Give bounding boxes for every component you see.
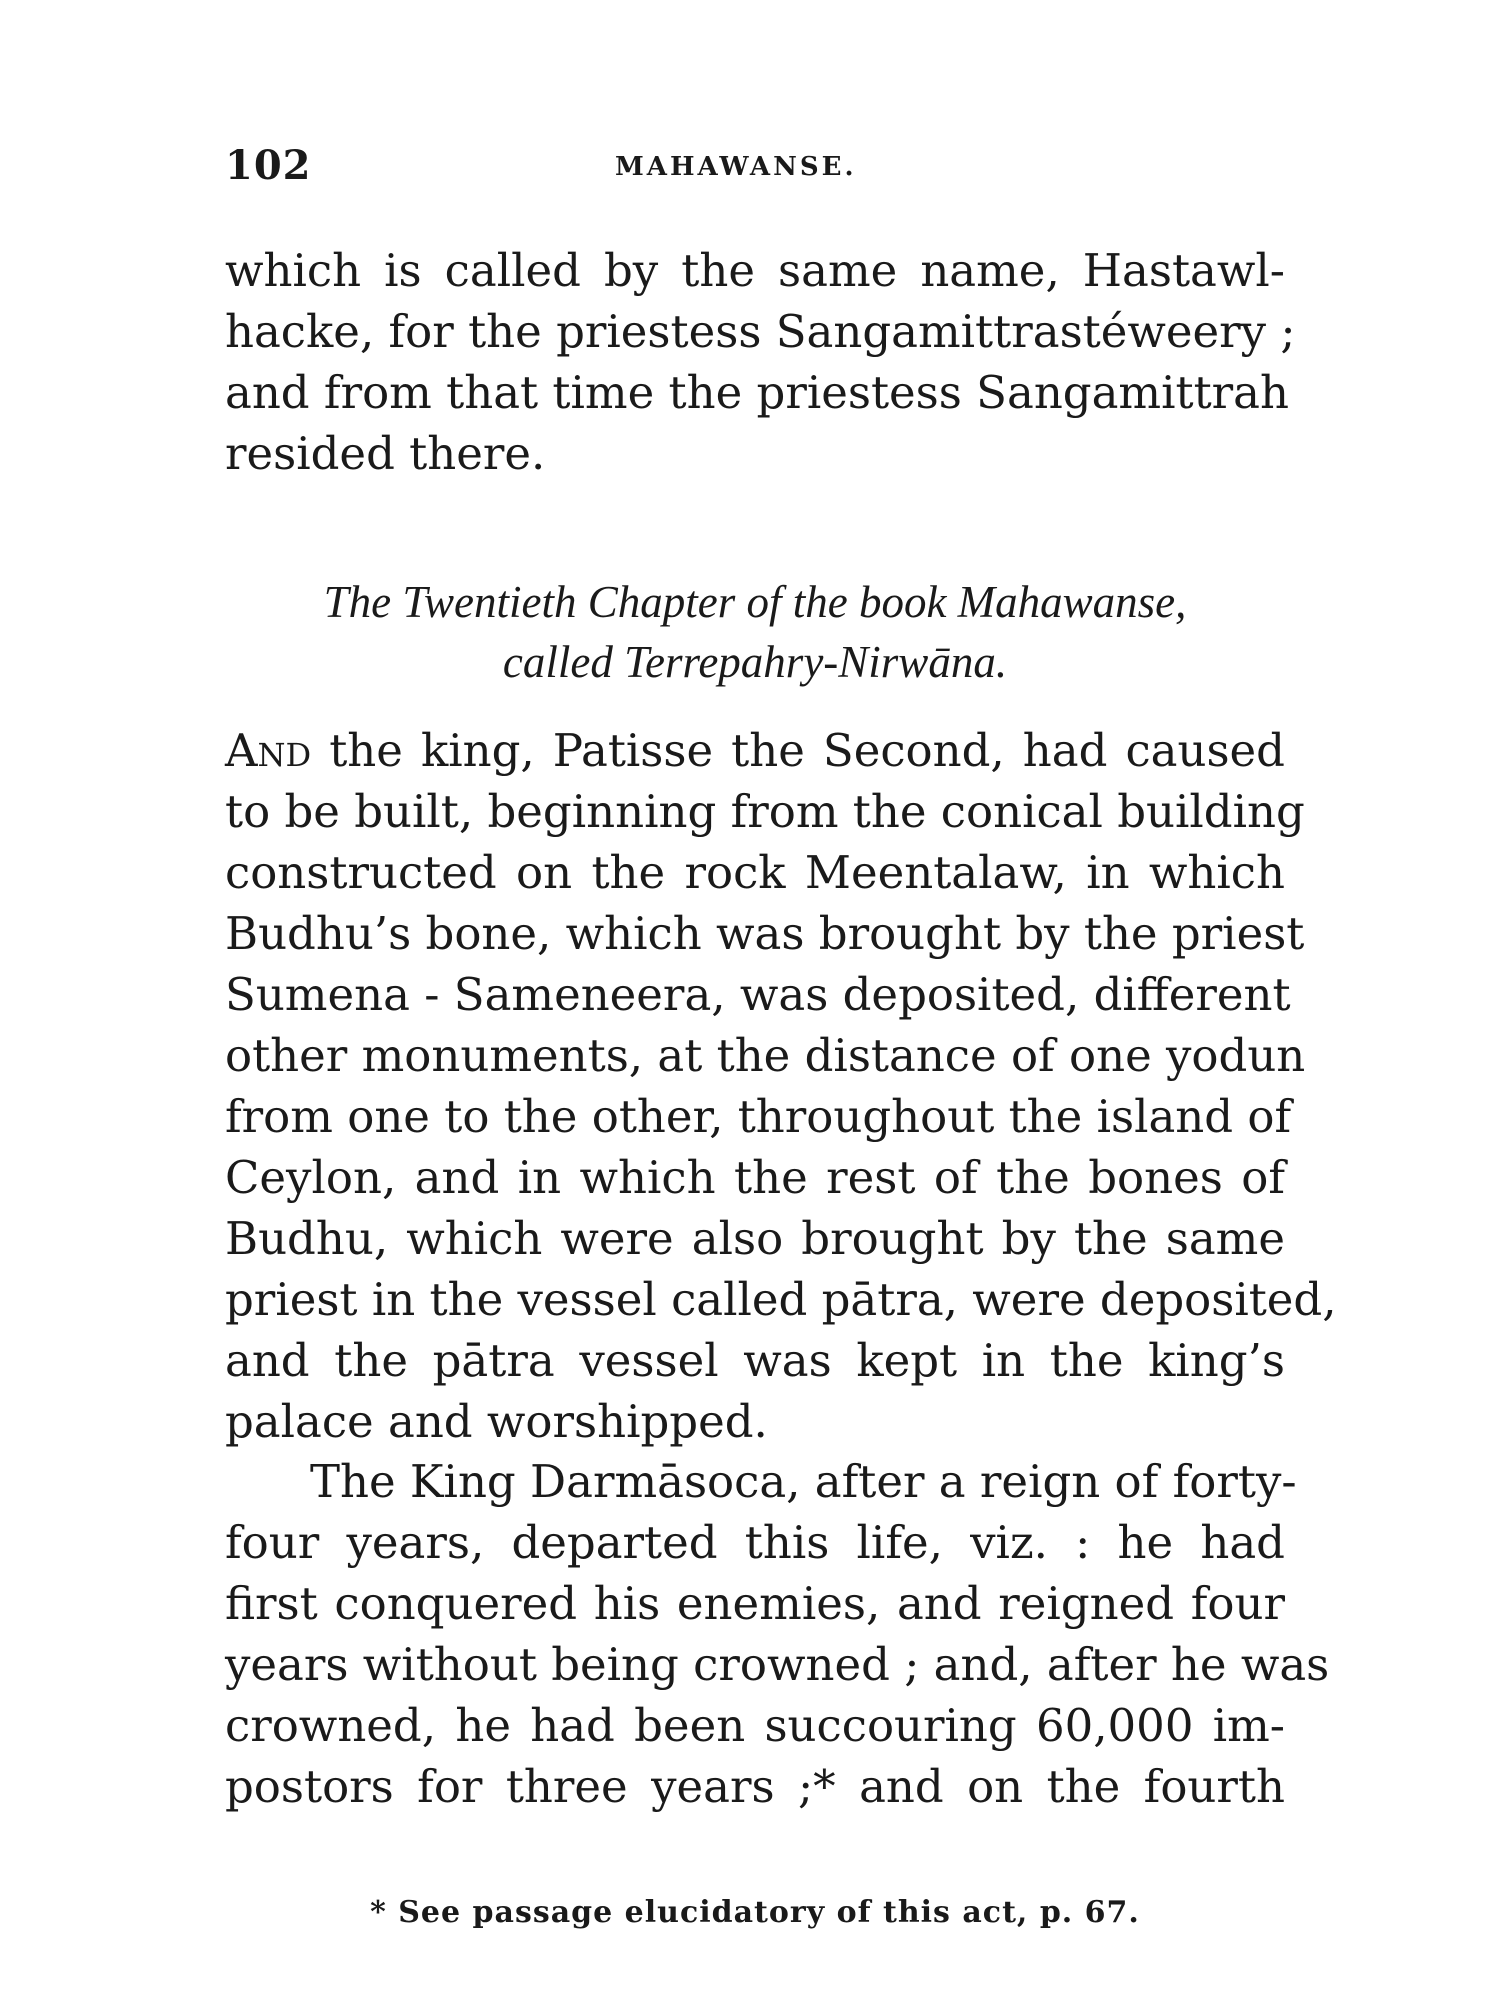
text-line: Sumena - Sameneera, was deposited, different <box>225 968 1291 1021</box>
text-line: crowned, he had been succouring 60,000 im- <box>225 1699 1285 1752</box>
chapter-heading <box>225 572 1285 692</box>
page-header <box>225 142 1285 202</box>
text-line: and the pātra vessel was kept in the king’s <box>225 1334 1285 1387</box>
paragraph-1 <box>225 240 1296 484</box>
text-line: years without being crowned ; and, after he was <box>225 1638 1330 1691</box>
text-line: and from that time the priestess Sangamittrah <box>225 366 1289 419</box>
paragraph-2 <box>225 720 1337 1452</box>
chapter-heading-line-1: The Twentieth Chapter of the book Mahawanse, <box>323 577 1187 627</box>
text-line: other monuments, at the distance of one yodun <box>225 1029 1306 1082</box>
text-line: first conquered his enemies, and reigned four <box>225 1577 1285 1630</box>
first-line-rest: the king, Patisse the Second, had caused <box>311 724 1285 777</box>
text-line: which is called by the same name, Hastawl- <box>225 244 1285 297</box>
text-line: postors for three years ;* and on the fourth <box>225 1760 1285 1813</box>
text-line: priest in the vessel called pātra, were deposited, <box>225 1273 1337 1326</box>
paragraph-3 <box>225 1451 1330 1817</box>
text-line: Ceylon, and in which the rest of the bones of <box>225 1151 1285 1204</box>
text-line: hacke, for the priestess Sangamittrastéweery ; <box>225 305 1296 358</box>
text-line: Budhu’s bone, which was brought by the priest <box>225 907 1305 960</box>
text-line: palace and worshipped. <box>225 1395 768 1448</box>
text-line: The King Darmāsoca, after a reign of forty- <box>310 1455 1297 1508</box>
text-line: to be built, beginning from the conical building <box>225 785 1305 838</box>
chapter-heading-line-2: called Terrepahry-Nirwāna. <box>502 637 1008 687</box>
text-line: from one to the other, throughout the island of <box>225 1090 1292 1143</box>
running-head: MAHAWANSE. <box>615 152 857 182</box>
text-line-first <box>225 720 1285 781</box>
footnote: * See passage elucidatory of this act, p. 67. <box>370 1895 1140 1930</box>
page-number: 102 <box>225 142 312 189</box>
text-line: Budhu, which were also brought by the same <box>225 1212 1285 1265</box>
text-line: constructed on the rock Meentalaw, in which <box>225 846 1285 899</box>
text-line: four years, departed this life, viz. : he had <box>225 1516 1285 1569</box>
drop-word: And <box>225 724 312 777</box>
text-line: resided there. <box>225 427 546 480</box>
